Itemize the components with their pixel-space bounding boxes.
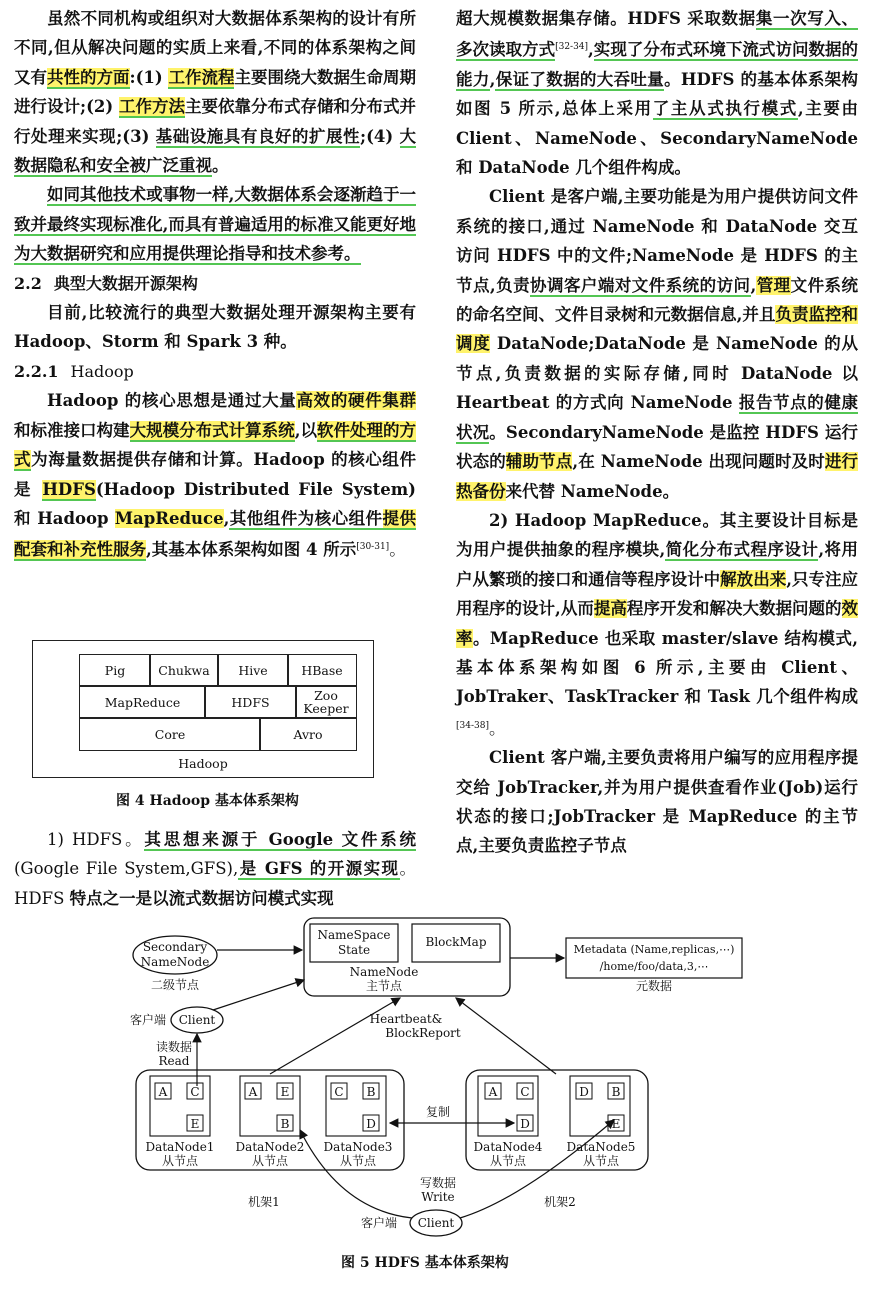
datanode-1-label: DataNode1 bbox=[145, 1140, 215, 1154]
block-dn3-c: C bbox=[334, 1085, 344, 1099]
metadata-label-cn: 元数据 bbox=[635, 979, 673, 993]
client-bottom-label-cn: 客户端 bbox=[360, 1216, 398, 1230]
secondary-label-1: Secondary bbox=[142, 940, 208, 954]
block-dn2-a: A bbox=[248, 1085, 258, 1099]
write-arrow-right bbox=[460, 1120, 614, 1218]
write-label-cn: 写数据 bbox=[419, 1176, 457, 1190]
block-dn1-a: A bbox=[158, 1085, 168, 1099]
secondary-label-2: NameNode bbox=[140, 955, 210, 969]
metadata-label-2: /home/foo/data,3,⋯ bbox=[599, 960, 709, 973]
blockmap-label: BlockMap bbox=[425, 935, 487, 949]
datanode-4-label: DataNode4 bbox=[473, 1140, 543, 1154]
block-dn1-c: C bbox=[190, 1085, 200, 1099]
heartbeat-label-2: BlockReport bbox=[385, 1026, 461, 1040]
heartbeat-arrow-2 bbox=[456, 998, 556, 1074]
section-heading-2-2: 2.2 典型大数据开源架构 bbox=[14, 273, 198, 293]
fig4-cell-avro: Avro bbox=[259, 717, 357, 751]
left-paragraph-3: 目前,比较流行的典型大数据处理开源架构主要有 Hadoop、Storm 和 Spark 3 种。 bbox=[14, 303, 416, 352]
figure-5-hdfs-architecture bbox=[0, 910, 890, 1270]
namespace-label-1: NameSpace bbox=[317, 928, 391, 942]
right-column bbox=[456, 4, 858, 861]
block-dn4-a: A bbox=[488, 1085, 498, 1099]
client-top-label: Client bbox=[178, 1013, 216, 1027]
figure-5-caption: 图 5 HDFS 基本体系架构 bbox=[341, 1255, 509, 1271]
datanode-3-label: DataNode3 bbox=[323, 1140, 393, 1154]
heartbeat-arrow bbox=[270, 998, 400, 1074]
write-label: Write bbox=[421, 1190, 455, 1204]
client-to-namenode-arrow bbox=[213, 980, 304, 1010]
left-paragraph-4: Hadoop 的核心思想是通过大量高效的硬件集群和标准接口构建大规模分布式计算系统,以软件处理的方式为海量数据提供存储和计算。Hadoop 的核心组件是 HDFS(Hadoop Distributed File System)和 Hadoop MapReduce,其他组件为核心组件提供配套和补充性服务,其基本体系架构如图 4 所示[30-31]。 bbox=[14, 391, 417, 560]
left-paragraph-2: 如同其他技术或事物一样,大数据体系会逐渐趋于一致并最终实现标准化,而具有普遍适用的标准又能更好地为大数据研究和应用提供理论指导和技术参考。 bbox=[14, 185, 416, 264]
fig4-label-hadoop: Hadoop bbox=[178, 755, 228, 771]
block-dn3-b: B bbox=[366, 1085, 376, 1099]
block-dn4-c: C bbox=[520, 1085, 530, 1099]
read-label-cn: 读数据 bbox=[155, 1040, 193, 1054]
datanode-2-label: DataNode2 bbox=[235, 1140, 305, 1154]
secondary-label-cn: 二级节点 bbox=[150, 978, 200, 992]
datanode-3-label-cn: 从节点 bbox=[339, 1154, 377, 1168]
right-paragraph-4: Client 客户端,主要负责将用户编写的应用程序提交给 JobTracker,并为用户提供查看作业(Job)运行状态的接口;JobTracker 是 MapReduce 的主节点,主要负责监控子节点 bbox=[456, 748, 858, 856]
block-dn3-d: D bbox=[366, 1117, 376, 1131]
figure-5-svg bbox=[0, 910, 890, 1270]
metadata-label-1: Metadata (Name,replicas,⋯) bbox=[573, 943, 735, 956]
left-paragraph-5: 1) HDFS。其思想来源于 Google 文件系统(Google File System,GFS),是 GFS 的开源实现。HDFS 特点之一是以流式数据访问模式实现 bbox=[14, 830, 416, 908]
right-paragraph-2: Client 是客户端,主要功能是为用户提供访问文件系统的接口,通过 NameNode 和 DataNode 交互访问 HDFS 中的文件;NameNode 是 HDFS 的主节点,负责协调客户端对文件系统的访问,管理文件系统的命名空间、文件目录树和元数据信息,并且负责监控和调度 DataNode;DataNode 是 NameNode 的从节点,负责数据的实际存储,同时 DataNode 以 Heartbeat 的方式向 NameNode 报告节点的健康状况。SecondaryNameNode 是监控 HDFS 运行状态的辅助节点,在 NameNode 出现问题时及时进行热备份来代替 NameNode。 bbox=[456, 187, 859, 501]
heartbeat-label-1: Heartbeat& bbox=[369, 1012, 443, 1026]
fig4-cell-hdfs: HDFS bbox=[204, 685, 297, 719]
namenode-label: NameNode bbox=[349, 965, 419, 979]
datanode-5-label: DataNode5 bbox=[566, 1140, 636, 1154]
block-dn1-e: E bbox=[190, 1117, 200, 1131]
datanode-5-label-cn: 从节点 bbox=[582, 1154, 620, 1168]
replicate-label: 复制 bbox=[425, 1105, 451, 1119]
fig4-cell-core: Core bbox=[79, 717, 261, 751]
right-paragraph-3: 2) Hadoop MapReduce。其主要设计目标是为用户提供抽象的程序模块,简化分布式程序设计,将用户从繁琐的接口和通信等程序设计中解放出来,只专注应用程序的设计,从而提高程序开发和解决大数据问题的效率。MapReduce 也采取 master/slave 结构模式,基本体系架构如图 6 所示,主要由 Client、JobTraker、TaskTracker 和 Task 几个组件构成[34-38]。 bbox=[456, 510, 859, 738]
namenode-label-cn: 主节点 bbox=[365, 979, 403, 993]
datanode-4-label-cn: 从节点 bbox=[489, 1154, 527, 1168]
namespace-label-2: State bbox=[337, 943, 371, 957]
block-dn2-e: E bbox=[280, 1085, 290, 1099]
block-dn2-b: B bbox=[280, 1117, 290, 1131]
rack-1-label: 机架1 bbox=[248, 1195, 280, 1209]
fig4-cell-chukwa: Chukwa bbox=[149, 654, 219, 687]
client-top-label-cn: 客户端 bbox=[129, 1013, 167, 1027]
read-label: Read bbox=[158, 1054, 190, 1068]
block-dn4-d: D bbox=[520, 1117, 530, 1131]
fig4-cell-hbase: HBase bbox=[287, 654, 357, 687]
rack-2-label: 机架2 bbox=[544, 1195, 576, 1209]
left-column bbox=[14, 4, 416, 565]
section-heading-2-2-1: 2.2.1 Hadoop bbox=[14, 361, 134, 381]
figure-4-grid bbox=[79, 654, 357, 774]
block-dn5-e: E bbox=[611, 1117, 621, 1131]
client-bottom-label: Client bbox=[417, 1216, 455, 1230]
figure-4-hadoop-architecture bbox=[32, 640, 374, 778]
datanode-1-label-cn: 从节点 bbox=[161, 1154, 199, 1168]
fig4-cell-zookeeper: Zoo Keeper bbox=[295, 685, 357, 719]
fig4-cell-hive: Hive bbox=[217, 654, 289, 687]
right-paragraph-1: 超大规模数据集存储。HDFS 采取数据集一次写入、多次读取方式[32-34],实现了分布式环境下流式访问数据的能力,保证了数据的大吞吐量。HDFS 的基本体系架构如图 5 所示,总体上采用了主从式执行模式,主要由 Client、NameNode、SecondaryNameNode 和 DataNode 几个组件构成。 bbox=[456, 9, 859, 178]
fig4-cell-mapreduce: MapReduce bbox=[79, 685, 206, 719]
block-dn5-d: D bbox=[579, 1085, 589, 1099]
datanode-2-label-cn: 从节点 bbox=[251, 1154, 289, 1168]
left-paragraph-1: 虽然不同机构或组织对大数据体系架构的设计有所不同,但从解决问题的实质上来看,不同的体系架构之间又有共性的方面:(1) 工作流程主要围绕大数据生命周期进行设计;(2) 工作方法主要依靠分布式存储和分布式并行处理来实现;(3) 基础设施具有良好的扩展性;(4) 大数据隐私和安全被广泛重视。 bbox=[14, 9, 417, 176]
figure-4-caption: 图 4 Hadoop 基本体系架构 bbox=[116, 793, 299, 809]
block-dn5-b: B bbox=[611, 1085, 621, 1099]
left-column-bottom bbox=[14, 825, 416, 913]
fig4-cell-pig: Pig bbox=[79, 654, 151, 687]
